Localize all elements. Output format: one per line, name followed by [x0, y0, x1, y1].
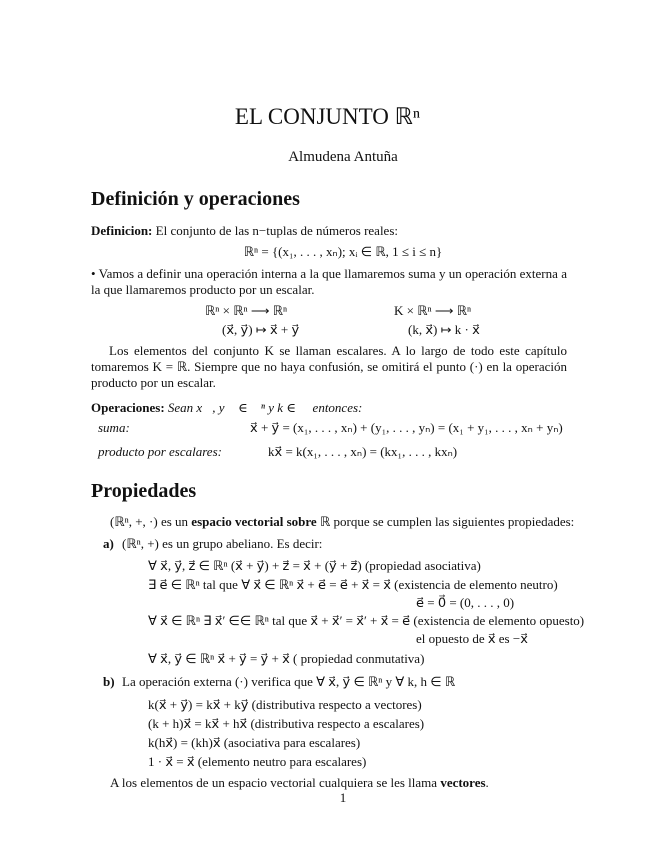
closing-bold: vectores [440, 775, 486, 790]
property-distributive-vectors: k(x⃗ + y⃗) = kx⃗ + ky⃗ (distributiva respecto a vectores) [148, 697, 422, 712]
property-distributive-scalars: (k + h)x⃗ = kx⃗ + hx⃗ (distributiva respecto a escalares) [148, 716, 425, 731]
page-number: 1 [339, 790, 347, 805]
item-b-label: b) [103, 674, 115, 689]
item-a-text: (ℝⁿ, +) es un grupo abeliano. Es decir: [122, 536, 323, 551]
document-title: EL CONJUNTO ℝⁿ [234, 104, 421, 129]
item-a-label: a) [103, 536, 114, 551]
definition-line [91, 223, 398, 239]
definition-label: Definicion: [91, 223, 153, 238]
property-commutative: ∀ x⃗, y⃗ ∈ ℝⁿ x⃗ + y⃗ = y⃗ + x⃗ ( propiedad conmutativa) [148, 651, 425, 666]
intro-bold: espacio vectorial sobre [191, 514, 317, 529]
section-heading-propiedades: Propiedades [91, 480, 197, 502]
property-opposite-value: el opuesto de x⃗ es −x⃗ [416, 631, 528, 646]
map-sum-domain: ℝⁿ × ℝⁿ ⟶ ℝⁿ [205, 303, 288, 318]
map-product-rule: (k, x⃗) ↦ k · x⃗ [408, 322, 480, 337]
map-sum-rule: (x⃗, y⃗) ↦ x⃗ + y⃗ [222, 322, 300, 337]
operations-text: Sean x⃗, y⃗ ∈ ℝⁿ y k ∈ ℝ entonces: [167, 400, 363, 415]
product-formula: kx⃗ = k(x₁, . . . , xₙ) = (kx₁, . . . , kxₙ) [268, 444, 458, 459]
intro-pre: (ℝⁿ, +, ·) es un [110, 514, 189, 529]
intro-post: ℝ porque se cumplen las siguientes propiedades: [319, 514, 575, 529]
author-name: Almudena Antuña [288, 149, 398, 165]
map-product-domain: K × ℝⁿ ⟶ ℝⁿ [394, 303, 472, 318]
closing-line [110, 775, 489, 791]
property-neutral-scalars: 1 · x⃗ = x⃗ (elemento neutro para escalares) [148, 754, 367, 769]
property-associative: ∀ x⃗, y⃗, z⃗ ∈ ℝⁿ (x⃗ + y⃗) + z⃗ = x⃗ + (y⃗ + z⃗) (propiedad asociativa) [148, 558, 481, 573]
closing-pre: A los elementos de un espacio vectorial cualquiera se les llama [110, 775, 438, 790]
section-heading-definicion: Definición y operaciones [91, 188, 300, 210]
operations-label: Operaciones: [91, 400, 165, 415]
scalars-paragraph: Los elementos del conjunto K se llaman escalares. A lo largo de todo este capítulo tomaremos K = ℝ. Siempre que no haya confusión, se omitirá el punto (·) en la operación producto por un escalar. [91, 343, 567, 390]
sum-label: suma: [98, 420, 130, 435]
item-b-text: La operación externa (·) verifica que ∀ x⃗, y⃗ ∈ ℝⁿ y ∀ k, h ∈ ℝ [122, 674, 456, 689]
property-opposite: ∀ x⃗ ∈ ℝⁿ ∃ x⃗′ ∈∈ ℝⁿ tal que x⃗ + x⃗′ = x⃗′ + x⃗ = e⃗ (existencia de elemento opuesto) [148, 613, 585, 628]
sum-formula: x⃗ + y⃗ = (x₁, . . . , xₙ) + (y₁, . . . , yₙ) = (x₁ + y₁, . . . , xₙ + yₙ) [250, 420, 563, 435]
property-associative-scalars: k(hx⃗) = (kh)x⃗ (asociativa para escalares) [148, 735, 361, 750]
operations-line [91, 400, 362, 416]
bullet-paragraph: • Vamos a definir una operación interna a la que llamaremos suma y un operación externa a la que llamaremos producto por un escalar. [91, 266, 567, 297]
product-label: producto por escalares: [98, 444, 222, 459]
properties-intro [110, 514, 574, 530]
property-neutral-value: e⃗ = 0⃗ = (0, . . . , 0) [416, 595, 515, 610]
closing-post: . [485, 775, 489, 790]
definition-text: El conjunto de las n−tuplas de números reales: [155, 223, 398, 238]
definition-formula: ℝⁿ = {(x₁, . . . , xₙ); xᵢ ∈ ℝ, 1 ≤ i ≤ n} [243, 244, 443, 259]
property-neutral: ∃ e⃗ ∈ ℝⁿ tal que ∀ x⃗ ∈ ℝⁿ x⃗ + e⃗ = e⃗ + x⃗ = x⃗ (existencia de elemento neutro) [148, 577, 558, 592]
